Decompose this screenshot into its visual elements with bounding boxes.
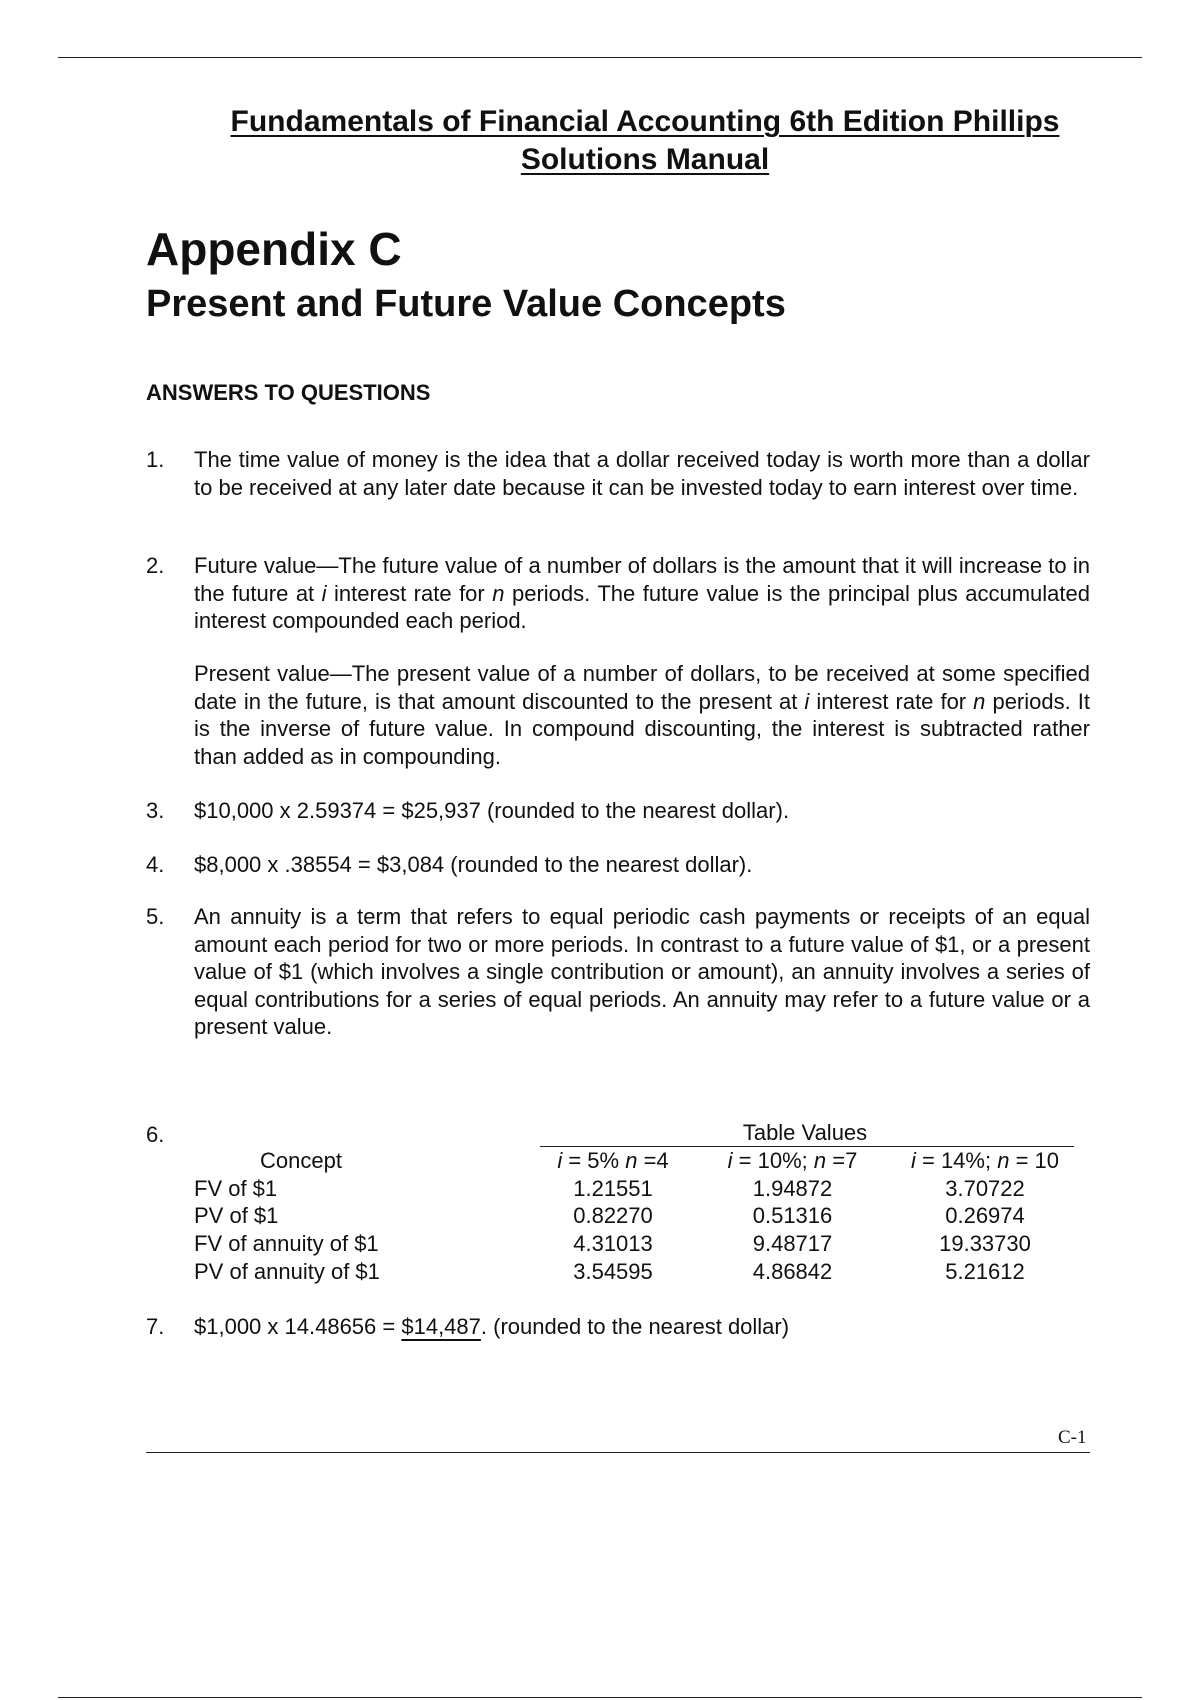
q2-pv-n: n (973, 688, 986, 714)
table-values-rule (540, 1146, 1074, 1147)
column-header-1 (541, 1148, 685, 1174)
col2-n: n (813, 1148, 827, 1173)
col1-periods: =4 (637, 1148, 669, 1173)
document-title-line1: Fundamentals of Financial Accounting 6th Edition Phillips (230, 105, 1060, 138)
table-values-header: Table Values (742, 1120, 868, 1145)
q2-fv-text-a: Future value—The future value of a number of dollars is the amount that it will increase to in the future at (194, 553, 1090, 606)
row-4-value-2: 4.86842 (752, 1259, 833, 1284)
col2-rate: = 10%; (732, 1148, 814, 1173)
col2-i: i (727, 1148, 733, 1173)
question-1-number: 1. (146, 447, 165, 472)
question-7-number: 7. (146, 1314, 165, 1339)
row-3-value-2: 9.48717 (752, 1231, 833, 1256)
q2-pv-text-c: periods. It is the inverse of future value. In compound discounting, the interest is subtracted rather than added as in compounding. (194, 688, 1090, 769)
question-4-answer: $8,000 x .38554 = $3,084 (rounded to the nearest dollar). (194, 852, 753, 877)
concept-header: Concept (260, 1148, 342, 1173)
col1-rate: = 5% (562, 1148, 626, 1173)
col3-rate: = 14%; (915, 1148, 998, 1173)
page-number: C-1 (1058, 1427, 1087, 1448)
row-3-concept: FV of annuity of $1 (194, 1231, 379, 1256)
q2-fv-n: n (492, 580, 505, 606)
col2-periods: =7 (826, 1148, 858, 1173)
row-2-value-1: 0.82270 (573, 1203, 653, 1228)
question-7-answer (194, 1313, 789, 1340)
col3-periods: = 10 (1009, 1148, 1060, 1173)
row-4-value-1: 3.54595 (573, 1259, 653, 1284)
appendix-subtitle: Present and Future Value Concepts (146, 283, 786, 325)
q2-pv-text-b: interest rate for (809, 688, 974, 714)
row-3-value-1: 4.31013 (573, 1231, 653, 1256)
row-1-value-3: 3.70722 (945, 1176, 1025, 1201)
q7-text-a: $1,000 x 14.48656 = (194, 1314, 402, 1339)
col3-n: n (997, 1148, 1010, 1173)
row-4-value-3: 5.21612 (945, 1259, 1025, 1284)
q2-pv-i: i (804, 688, 810, 714)
row-1-concept: FV of $1 (194, 1176, 278, 1201)
row-3-value-3: 19.33730 (939, 1231, 1031, 1256)
question-4-number: 4. (146, 852, 165, 877)
q2-pv-text-a: Present value—The present value of a number of dollars, to be received at some specified date in the future, is that amount discounted to the present at (194, 661, 1090, 714)
question-5-number: 5. (146, 904, 165, 929)
q7-text-b: . (rounded to the nearest dollar) (480, 1314, 790, 1339)
q2-fv-text-b: interest rate for (326, 580, 493, 606)
col1-n: n (625, 1148, 638, 1173)
question-3-number: 3. (146, 798, 165, 823)
question-6-number: 6. (146, 1122, 165, 1147)
question-2-number: 2. (146, 553, 165, 578)
question-2-future-value (194, 552, 1090, 635)
question-2-present-value (194, 660, 1090, 770)
bottom-rule (58, 1697, 1142, 1698)
row-1-value-1: 1.21551 (573, 1176, 653, 1201)
col3-i: i (910, 1148, 916, 1173)
document-title (160, 103, 1130, 179)
question-5-answer: An annuity is a term that refers to equal periodic cash payments or receipts of an equal amount each period for two or more periods. In contrast to a future value of $1, or a present value of $1 (which involves a single contribution or amount), an annuity involves a series of equal contributions for a series of equal periods. An annuity may refer to a future value or a present value. (194, 904, 1090, 1039)
row-2-value-2: 0.51316 (752, 1203, 833, 1228)
document-title-line2: Solutions Manual (520, 143, 770, 176)
q2-fv-i: i (321, 580, 327, 606)
row-2-concept: PV of $1 (194, 1203, 279, 1228)
row-4-concept: PV of annuity of $1 (194, 1259, 380, 1284)
row-1-value-2: 1.94872 (752, 1176, 833, 1201)
top-rule (58, 57, 1142, 58)
row-2-value-3: 0.26974 (945, 1203, 1025, 1228)
q7-result: $14,487 (401, 1314, 481, 1339)
question-3-answer: $10,000 x 2.59374 = $25,937 (rounded to the nearest dollar). (194, 798, 790, 823)
q2-fv-text-c: periods. The future value is the principal plus accumulated interest compounded each period. (194, 580, 1090, 633)
appendix-title: Appendix C (146, 223, 402, 275)
footer-rule (146, 1452, 1090, 1453)
column-header-2 (710, 1148, 875, 1174)
question-1-answer: The time value of money is the idea that a dollar received today is worth more than a dollar to be received at any later date because it can be invested today to earn interest over time. (194, 447, 1090, 500)
col1-i: i (557, 1148, 563, 1173)
column-header-3 (895, 1148, 1075, 1174)
section-heading: ANSWERS TO QUESTIONS (146, 380, 431, 405)
